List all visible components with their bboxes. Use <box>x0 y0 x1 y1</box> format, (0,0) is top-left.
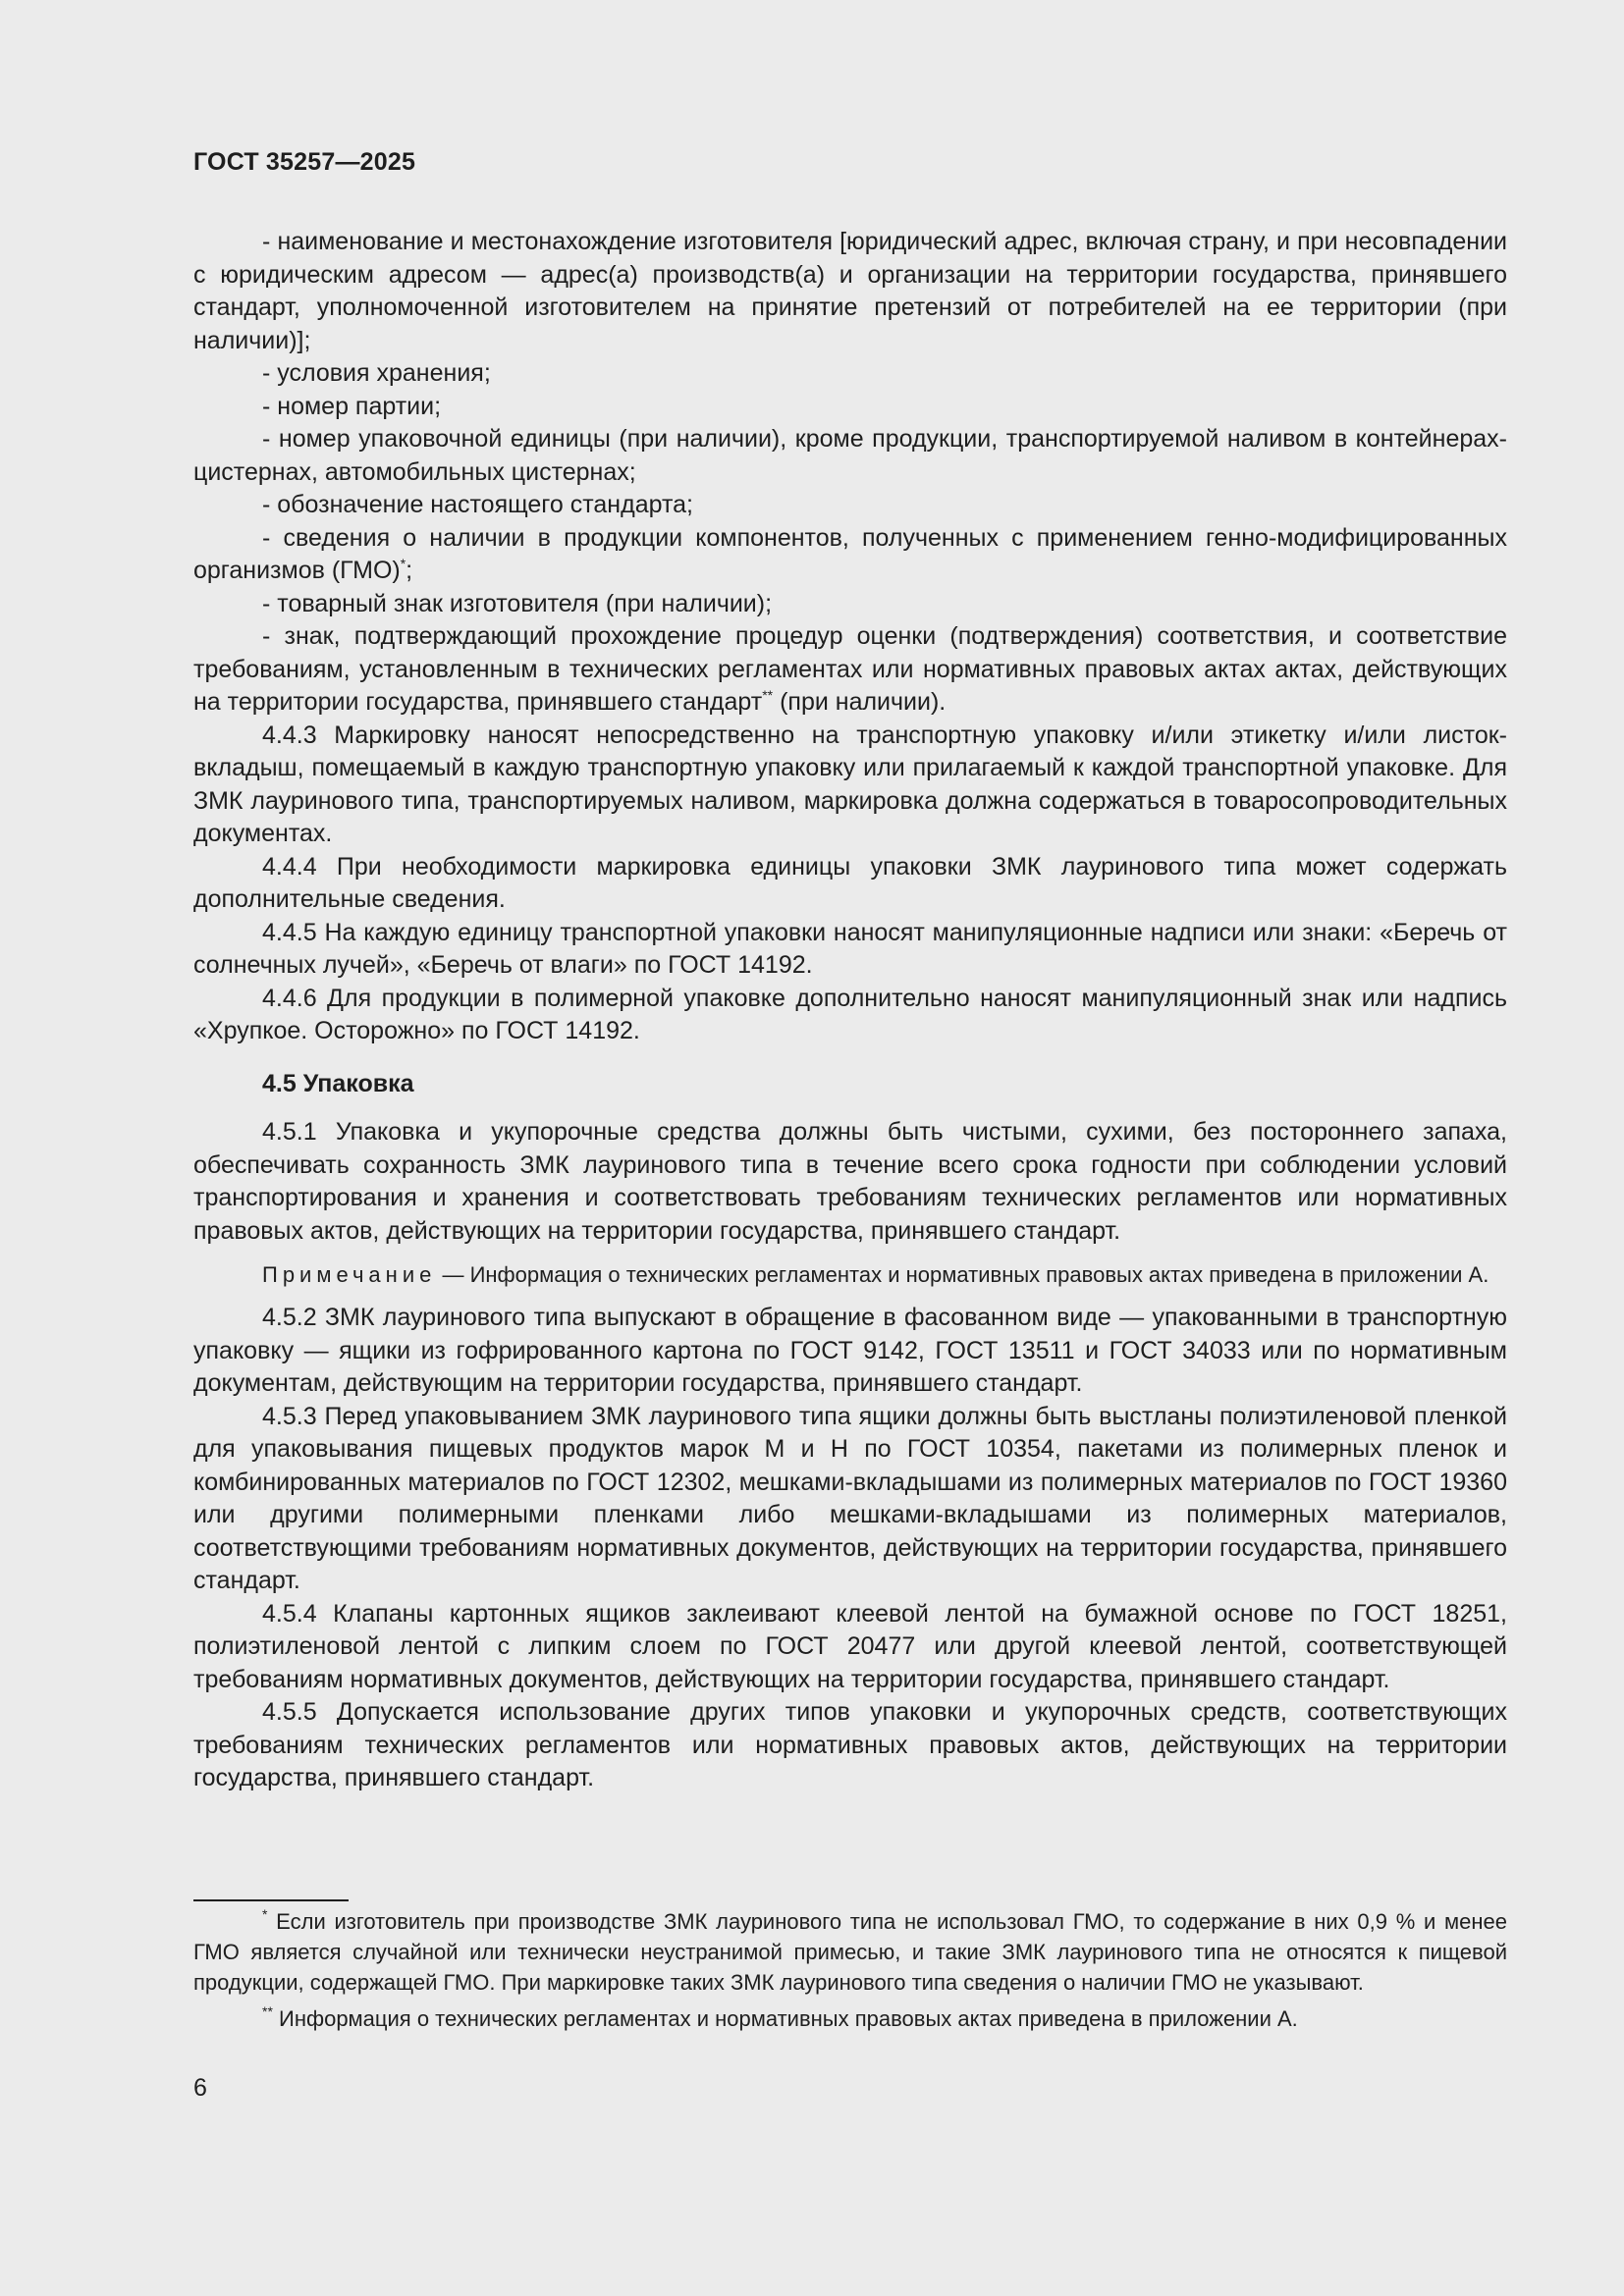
list-item: - знак, подтверждающий прохождение процедур оценки (подтверждения) соответствия, и соответствие требованиям, установленным в технических регламентах или нормативных правовых актах актах, действующих на территории государства, принявшего стандарт** (при наличии). <box>193 622 1507 716</box>
note-label: Примечание <box>262 1262 437 1287</box>
footnote-ref[interactable]: ** <box>762 687 774 703</box>
document-header: ГОСТ 35257—2025 <box>193 148 416 176</box>
paragraph-4-5-4: 4.5.4 Клапаны картонных ящиков заклеивают клеевой лентой на бумажной основе по ГОСТ 18251, полиэтиленовой лентой с липким слоем по ГОСТ 20477 или другой клеевой лентой, соответствующей требованиям нормативных документов, действующих на территории государства, принявшего стандарт. <box>193 1599 1507 1693</box>
list-item: - товарный знак изготовителя (при наличии); <box>262 589 773 617</box>
paragraph-4-4-6: 4.4.6 Для продукции в полимерной упаковке дополнительно наносят манипуляционный знак или надпись «Хрупкое. Осторожно» по ГОСТ 14192. <box>193 984 1507 1044</box>
note <box>193 1259 1507 1290</box>
paragraph-4-5-3: 4.5.3 Перед упаковыванием ЗМК лауринового типа ящики должны быть выстланы полиэтиленовой пленкой для упаковывания пищевых продуктов марок М и Н по ГОСТ 10354, пакетами из полимерных пленок и комбинированных материалов по ГОСТ 12302, мешками-вкладышами из полимерных материалов по ГОСТ 19360 или другими полимерными пленками либо мешками-вкладышами из полимерных материалов, соответствующими требованиям нормативных документов, действующих на территории государства, принявшего стандарт. <box>193 1402 1507 1594</box>
paragraph-4-5-2: 4.5.2 ЗМК лауринового типа выпускают в обращение в фасованном виде — упакованными в транспортную упаковку — ящики из гофрированного картона по ГОСТ 9142, ГОСТ 13511 и ГОСТ 34033 или по нормативным документам, действующим на территории государства, принявшего стандарт. <box>193 1304 1507 1397</box>
footnote-divider <box>193 1899 349 1901</box>
footnote: ** Информация о технических регламентах и нормативных правовых актах приведена в приложении А. <box>262 2003 1298 2031</box>
footnote: * Если изготовитель при производстве ЗМК лауринового типа не использовал ГМО, то содержание в них 0,9 % и менее ГМО является случайной или технически неустранимой примесью, и такие ЗМК лауринового типа не относятся к пищевой продукции, содержащей ГМО. При маркировке таких ЗМК лауринового типа сведения о наличии ГМО не указывают. <box>193 1906 1507 1995</box>
list-item: - номер партии; <box>262 392 442 420</box>
paragraph-4-5-1: 4.5.1 Упаковка и укупорочные средства должны быть чистыми, сухими, без постороннего запаха, обеспечивать сохранность ЗМК лауринового типа в течение всего срока годности при соблюдении условий транспортирования и хранения и соответствовать требованиям технических регламентов или нормативных правовых актов, действующих на территории государства, принявшего стандарт. <box>193 1118 1507 1245</box>
document-body <box>193 226 1507 1795</box>
list-item: - обозначение настоящего стандарта; <box>262 491 693 518</box>
footnotes <box>193 1906 1507 2034</box>
paragraph-4-4-3: 4.4.3 Маркировку наносят непосредственно на транспортную упаковку и/или этикетку и/или листок-вкладыш, помещаемый в каждую транспортную упаковку или прилагаемый к каждой транспортной упаковке. Для ЗМК лауринового типа, транспортируемых наливом, маркировка должна содержаться в товаросопроводительных документах. <box>193 721 1507 847</box>
list-item: - наименование и местонахождение изготовителя [юридический адрес, включая страну, и при несовпадении с юридическим адресом — адрес(а) производств(а) и организации на территории государства, принявшего стандарт, уполномоченной изготовителем на принятие претензий от потребителей на ее территории (при наличии)]; <box>193 228 1507 354</box>
list-item: - номер упаковочной единицы (при наличии), кроме продукции, транспортируемой наливом в контейнерах-цистернах, автомобильных цистернах; <box>193 425 1507 486</box>
note-text: — Информация о технических регламентах и нормативных правовых актах приведена в приложении А. <box>436 1262 1489 1287</box>
footnote-mark: * <box>262 1906 268 1922</box>
paragraph-4-4-4: 4.4.4 При необходимости маркировка единицы упаковки ЗМК лауринового типа может содержать дополнительные сведения. <box>193 852 1507 913</box>
section-heading: 4.5 Упаковка <box>262 1069 414 1097</box>
paragraph-4-5-5: 4.5.5 Допускается использование других типов упаковки и укупорочных средств, соответствующих требованиям технических регламентов или нормативных правовых актов, действующих на территории государства, принявшего стандарт. <box>193 1698 1507 1791</box>
footnote-ref[interactable]: * <box>400 556 406 571</box>
list-item: - условия хранения; <box>262 359 491 387</box>
paragraph-4-4-5: 4.4.5 На каждую единицу транспортной упаковки наносят манипуляционные надписи или знаки: «Беречь от солнечных лучей», «Беречь от влаги» по ГОСТ 14192. <box>193 918 1507 979</box>
page-number: 6 <box>193 2074 207 2102</box>
footnote-mark: ** <box>262 2003 273 2019</box>
list-item: - сведения о наличии в продукции компонентов, полученных с применением генно-модифицированных организмов (ГМО)*; <box>193 523 1507 584</box>
